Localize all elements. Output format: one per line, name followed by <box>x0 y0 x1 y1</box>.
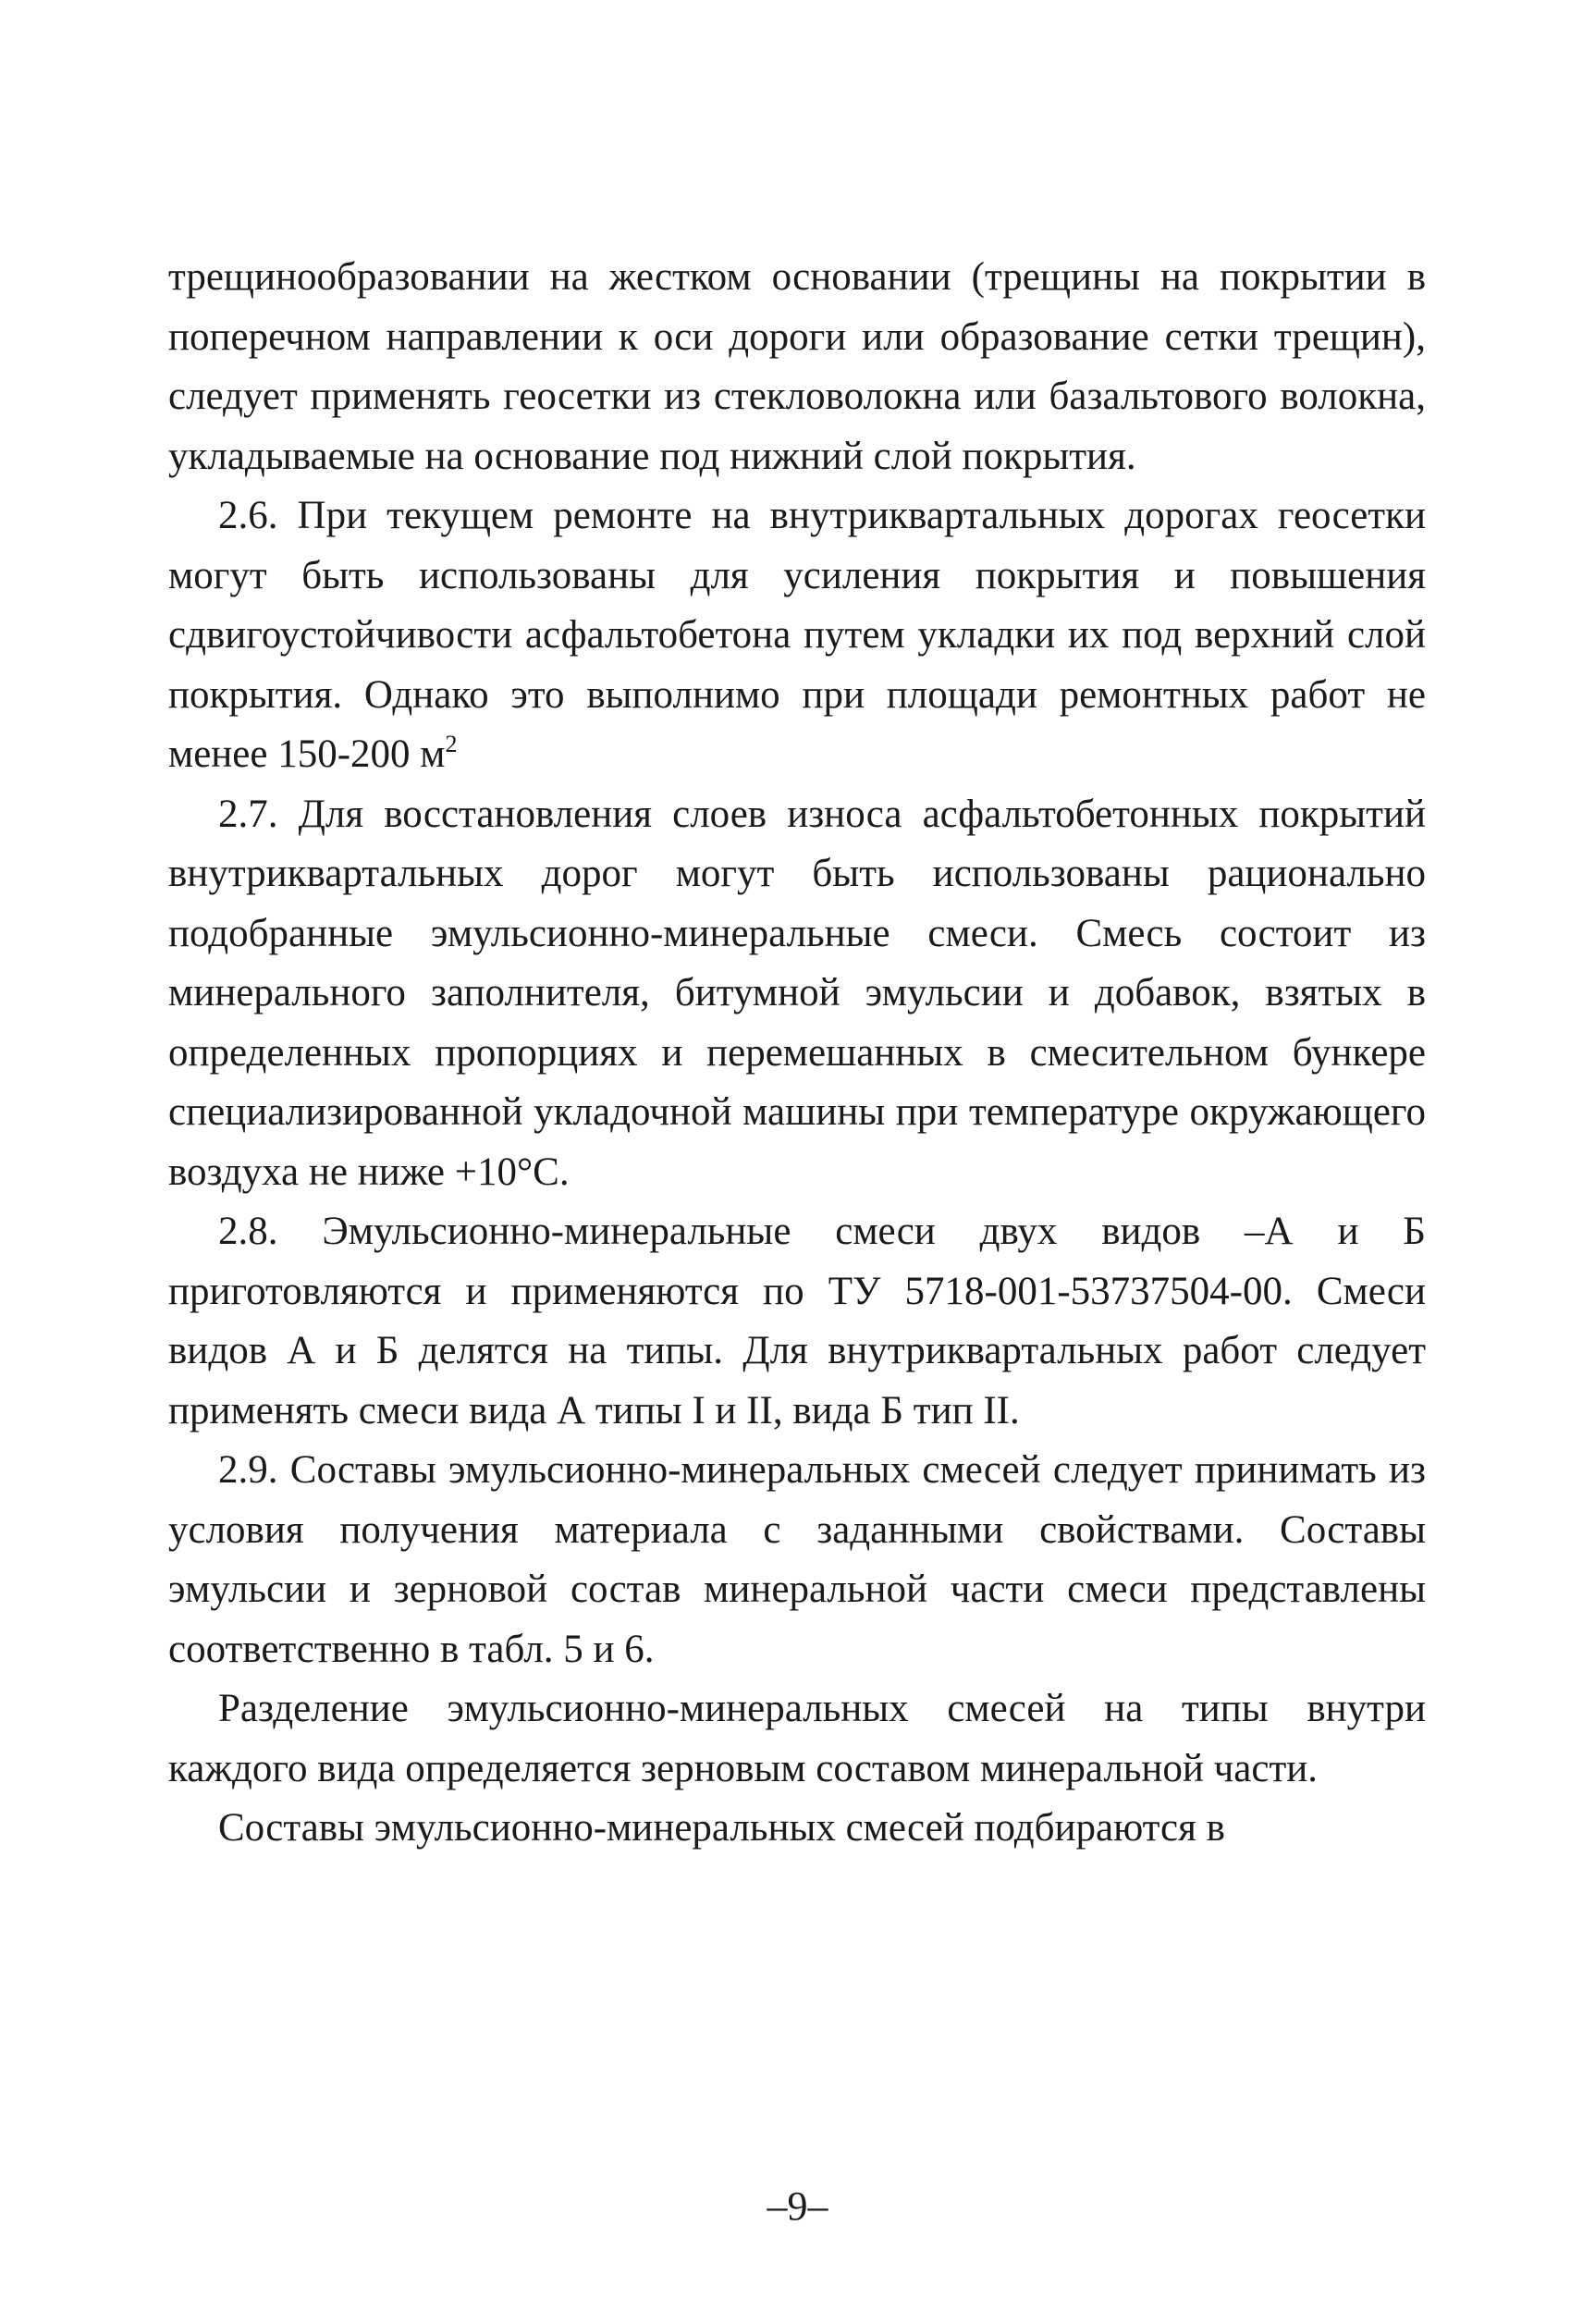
page-number: –9– <box>767 2183 828 2229</box>
paragraph-continuation: трещинообразовании на жестком основании (трещины на покрытии в поперечном направлении к оси дороги или образование сетки трещин), следует применять геосетки из стекловолокна или базальтового волокна, укладываемые на основание под нижний слой покрытия. <box>168 255 1426 478</box>
paragraph-2-6 <box>168 486 1426 785</box>
paragraph-2-6-text: 2.6. При текущем ремонте на внутриквартальных дорогах геосетки могут быть использованы для усиления покрытия и повышения сдвигоустойчивости асфальтобетона путем укладки их под верхний слой покрытия. Однако это выполнимо при площади ремонтных работ не менее 150-200 м <box>168 494 1426 776</box>
page-body <box>168 248 1426 1859</box>
paragraph-2-8: 2.8. Эмульсионно-минеральные смеси двух видов –А и Б приготовляются и применяются по ТУ 5718-001-53737504-00. Смеси видов А и Б делятся на типы. Для внутриквартальных работ следует применять смеси вида А типы I и II, вида Б тип II. <box>168 1210 1426 1433</box>
paragraph-compositions: Составы эмульсионно-минеральных смесей подбираются в <box>218 1806 1225 1850</box>
superscript-square: 2 <box>445 731 458 757</box>
paragraph-division: Разделение эмульсионно-минеральных смесей на типы внутри каждого вида определяется зерновым составом минеральной части. <box>168 1687 1426 1790</box>
paragraph-2-7: 2.7. Для восстановления слоев износа асфальтобетонных покрытий внутриквартальных дорог могут быть использованы рационально подобранные эмульсионно-минеральные смеси. Смесь состоит из минерального заполнителя, битумной эмульсии и добавок, взятых в определенных пропорциях и перемешанных в смесительном бункере специализированной укладочной машины при температуре окружающего воздуха не ниже +10°С. <box>168 792 1426 1194</box>
paragraph-2-9: 2.9. Составы эмульсионно-минеральных смесей следует принимать из условия получения материала с заданными свойствами. Составы эмульсии и зерновой состав минеральной части смеси представлены соответственно в табл. 5 и 6. <box>168 1448 1426 1671</box>
